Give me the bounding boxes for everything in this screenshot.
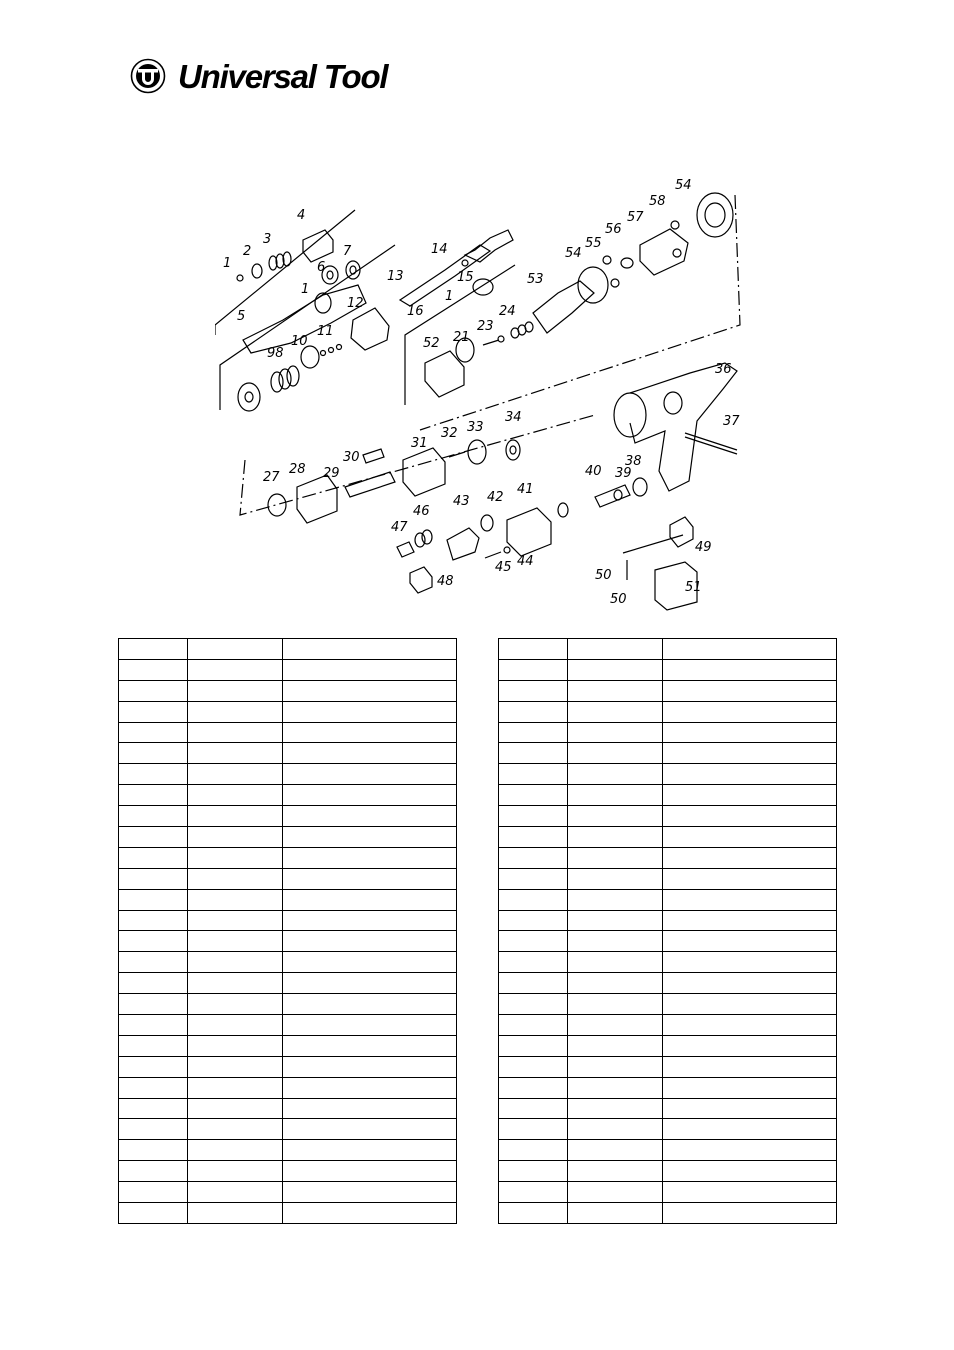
table-cell	[283, 1161, 457, 1182]
table-cell	[188, 1077, 283, 1098]
part-label: 31	[411, 436, 428, 451]
table-cell	[188, 868, 283, 889]
table-row	[499, 994, 837, 1015]
table-row	[119, 952, 457, 973]
part-label: 5	[237, 309, 246, 324]
table-cell	[119, 1203, 188, 1224]
table-row	[119, 701, 457, 722]
table-cell	[499, 827, 568, 848]
table-cell	[188, 847, 283, 868]
part-label: 51	[685, 580, 702, 595]
table-cell	[499, 701, 568, 722]
table-cell	[188, 785, 283, 806]
table-cell	[663, 1098, 837, 1119]
table-row	[119, 910, 457, 931]
table-row	[119, 1161, 457, 1182]
table-cell	[283, 680, 457, 701]
table-cell	[568, 785, 663, 806]
part-label: 52	[423, 336, 440, 351]
part-label: 28	[289, 462, 306, 477]
table-row	[499, 1161, 837, 1182]
part-label: 34	[505, 410, 522, 425]
table-row	[119, 973, 457, 994]
table-row	[119, 1015, 457, 1036]
table-cell	[663, 889, 837, 910]
table-row	[499, 910, 837, 931]
table-cell	[119, 764, 188, 785]
table-cell	[188, 1119, 283, 1140]
table-cell	[119, 743, 188, 764]
table-cell	[499, 1203, 568, 1224]
part-label: 1	[445, 289, 454, 304]
table-cell	[119, 827, 188, 848]
part-label: 21	[453, 330, 470, 345]
table-cell	[188, 722, 283, 743]
part-label: 12	[347, 296, 364, 311]
table-header-row	[499, 639, 837, 660]
brand-name: Universal Tool	[178, 57, 388, 95]
table-cell	[119, 847, 188, 868]
table-cell	[663, 1140, 837, 1161]
table-cell	[499, 889, 568, 910]
table-row	[499, 931, 837, 952]
table-row	[499, 847, 837, 868]
table-cell	[283, 994, 457, 1015]
table-cell	[283, 973, 457, 994]
table-cell	[568, 910, 663, 931]
table-cell	[119, 785, 188, 806]
header-cell	[283, 639, 457, 660]
part-label: 49	[695, 540, 712, 555]
table-cell	[499, 910, 568, 931]
part-label: 39	[615, 466, 632, 481]
part-label: 1	[223, 256, 232, 271]
table-cell	[283, 722, 457, 743]
part-label: 27	[263, 470, 280, 485]
table-cell	[663, 764, 837, 785]
table-cell	[283, 785, 457, 806]
table-cell	[119, 952, 188, 973]
table-row	[119, 659, 457, 680]
table-cell	[283, 1056, 457, 1077]
header-cell	[119, 639, 188, 660]
part-label: 30	[343, 450, 360, 465]
table-row	[119, 785, 457, 806]
table-cell	[568, 868, 663, 889]
table-cell	[663, 1056, 837, 1077]
table-row	[119, 806, 457, 827]
table-cell	[568, 994, 663, 1015]
part-label: 44	[517, 554, 534, 569]
header-cell	[188, 639, 283, 660]
table-cell	[188, 827, 283, 848]
table-cell	[663, 994, 837, 1015]
table-cell	[663, 659, 837, 680]
table-cell	[119, 680, 188, 701]
table-cell	[663, 743, 837, 764]
table-cell	[188, 743, 283, 764]
table-cell	[568, 1098, 663, 1119]
table-cell	[188, 1182, 283, 1203]
table-cell	[499, 764, 568, 785]
table-cell	[568, 659, 663, 680]
table-row	[119, 1077, 457, 1098]
table-cell	[119, 910, 188, 931]
part-label: 48	[437, 574, 454, 589]
table-cell	[499, 1098, 568, 1119]
table-row	[119, 1182, 457, 1203]
part-label: 16	[407, 304, 424, 319]
table-row	[119, 827, 457, 848]
table-row	[119, 1035, 457, 1056]
table-row	[119, 1119, 457, 1140]
table-cell	[119, 973, 188, 994]
table-cell	[568, 764, 663, 785]
part-label: 1	[301, 282, 310, 297]
table-cell	[283, 701, 457, 722]
table-cell	[499, 973, 568, 994]
part-label: 56	[605, 222, 622, 237]
table-cell	[119, 806, 188, 827]
table-cell	[499, 847, 568, 868]
table-cell	[499, 659, 568, 680]
table-cell	[568, 1035, 663, 1056]
table-row	[119, 743, 457, 764]
table-cell	[568, 1015, 663, 1036]
table-cell	[568, 973, 663, 994]
table-cell	[119, 931, 188, 952]
table-cell	[119, 1098, 188, 1119]
parts-table-right	[498, 638, 837, 1224]
part-label: 36	[715, 362, 732, 377]
table-cell	[499, 722, 568, 743]
table-row	[499, 806, 837, 827]
table-cell	[283, 847, 457, 868]
table-cell	[568, 889, 663, 910]
table-row	[499, 1203, 837, 1224]
part-label: 57	[627, 210, 644, 225]
table-row	[119, 847, 457, 868]
table-cell	[188, 680, 283, 701]
table-cell	[568, 1119, 663, 1140]
table-cell	[499, 1140, 568, 1161]
table-cell	[188, 889, 283, 910]
table-row	[499, 827, 837, 848]
part-label: 6	[317, 260, 326, 275]
part-label: 38	[625, 454, 642, 469]
table-row	[499, 1182, 837, 1203]
brand-logo	[130, 58, 387, 94]
table-cell	[499, 1056, 568, 1077]
part-label: 47	[391, 520, 408, 535]
table-cell	[663, 1203, 837, 1224]
table-cell	[188, 1140, 283, 1161]
table-cell	[283, 743, 457, 764]
part-label: 3	[263, 232, 272, 247]
table-cell	[663, 806, 837, 827]
table-cell	[663, 680, 837, 701]
table-cell	[499, 680, 568, 701]
table-cell	[663, 1161, 837, 1182]
table-cell	[188, 973, 283, 994]
table-cell	[188, 1203, 283, 1224]
table-cell	[283, 889, 457, 910]
part-label: 10	[291, 334, 308, 349]
table-cell	[568, 743, 663, 764]
table-cell	[119, 659, 188, 680]
table-row	[119, 680, 457, 701]
table-cell	[119, 1182, 188, 1203]
table-row	[119, 764, 457, 785]
table-cell	[663, 827, 837, 848]
part-label: 50	[595, 568, 612, 583]
table-row	[499, 1035, 837, 1056]
table-cell	[188, 806, 283, 827]
table-cell	[283, 910, 457, 931]
part-label: 41	[517, 482, 534, 497]
table-row	[499, 1140, 837, 1161]
part-label: 2	[243, 244, 252, 259]
table-cell	[568, 722, 663, 743]
table-cell	[283, 659, 457, 680]
table-cell	[663, 1015, 837, 1036]
table-row	[119, 1140, 457, 1161]
table-cell	[188, 1056, 283, 1077]
table-row	[499, 659, 837, 680]
table-cell	[188, 994, 283, 1015]
table-cell	[283, 1015, 457, 1036]
table-cell	[283, 1140, 457, 1161]
table-cell	[283, 1098, 457, 1119]
table-cell	[663, 1182, 837, 1203]
table-cell	[499, 994, 568, 1015]
table-cell	[499, 1161, 568, 1182]
table-row	[499, 1056, 837, 1077]
header-cell	[663, 639, 837, 660]
table-cell	[663, 722, 837, 743]
part-label: 46	[413, 504, 430, 519]
table-cell	[188, 1161, 283, 1182]
table-cell	[568, 847, 663, 868]
table-cell	[568, 1077, 663, 1098]
table-cell	[283, 1119, 457, 1140]
table-cell	[119, 994, 188, 1015]
part-label: 58	[649, 194, 666, 209]
table-cell	[499, 743, 568, 764]
table-cell	[499, 785, 568, 806]
part-label: 40	[585, 464, 602, 479]
table-cell	[663, 785, 837, 806]
header-cell	[568, 639, 663, 660]
table-cell	[499, 1077, 568, 1098]
table-row	[499, 1098, 837, 1119]
table-cell	[568, 827, 663, 848]
part-label: 24	[499, 304, 516, 319]
table-cell	[568, 1056, 663, 1077]
table-cell	[499, 1119, 568, 1140]
table-row	[499, 889, 837, 910]
table-row	[499, 1077, 837, 1098]
table-row	[499, 868, 837, 889]
part-label: 54	[565, 246, 582, 261]
table-cell	[119, 1077, 188, 1098]
table-cell	[499, 806, 568, 827]
table-cell	[663, 847, 837, 868]
u-circle-logo-icon	[130, 58, 166, 94]
table-cell	[188, 910, 283, 931]
table-row	[499, 722, 837, 743]
part-label: 98	[267, 346, 284, 361]
table-cell	[663, 931, 837, 952]
part-label: 7	[343, 244, 352, 259]
table-cell	[283, 952, 457, 973]
table-row	[119, 868, 457, 889]
table-row	[119, 889, 457, 910]
table-cell	[119, 868, 188, 889]
table-row	[499, 973, 837, 994]
part-label: 23	[477, 319, 494, 334]
part-label: 55	[585, 236, 602, 251]
table-cell	[499, 1182, 568, 1203]
part-label: 37	[723, 414, 740, 429]
table-row	[499, 952, 837, 973]
part-label: 11	[317, 324, 334, 339]
table-row	[499, 743, 837, 764]
table-cell	[188, 952, 283, 973]
parts-table-left	[118, 638, 457, 1224]
table-cell	[283, 1203, 457, 1224]
part-label: 50	[610, 592, 627, 607]
table-cell	[663, 910, 837, 931]
table-cell	[188, 1098, 283, 1119]
table-cell	[568, 806, 663, 827]
table-cell	[499, 952, 568, 973]
table-row	[119, 1203, 457, 1224]
table-row	[119, 1056, 457, 1077]
table-cell	[663, 868, 837, 889]
table-cell	[499, 931, 568, 952]
table-cell	[663, 701, 837, 722]
table-cell	[188, 764, 283, 785]
table-cell	[568, 1203, 663, 1224]
part-label: 54	[675, 178, 692, 193]
table-cell	[568, 1182, 663, 1203]
part-label: 15	[457, 270, 474, 285]
table-cell	[499, 868, 568, 889]
table-cell	[188, 1035, 283, 1056]
table-cell	[663, 1035, 837, 1056]
part-label: 4	[297, 208, 306, 223]
table-cell	[119, 1035, 188, 1056]
table-cell	[283, 1182, 457, 1203]
table-cell	[188, 1015, 283, 1036]
table-cell	[283, 868, 457, 889]
table-cell	[188, 931, 283, 952]
part-label: 14	[431, 242, 448, 257]
part-label: 32	[441, 426, 458, 441]
table-row	[499, 680, 837, 701]
table-cell	[283, 764, 457, 785]
table-cell	[568, 680, 663, 701]
table-cell	[119, 1161, 188, 1182]
part-label: 42	[487, 490, 504, 505]
part-label: 33	[467, 420, 484, 435]
table-cell	[663, 952, 837, 973]
table-row	[119, 1098, 457, 1119]
table-row	[499, 764, 837, 785]
table-cell	[568, 701, 663, 722]
table-row	[499, 785, 837, 806]
table-cell	[119, 722, 188, 743]
table-row	[119, 994, 457, 1015]
table-cell	[568, 1161, 663, 1182]
table-cell	[283, 1035, 457, 1056]
table-cell	[119, 1119, 188, 1140]
part-label: 53	[527, 272, 544, 287]
table-cell	[568, 1140, 663, 1161]
table-cell	[663, 973, 837, 994]
table-cell	[119, 1015, 188, 1036]
table-cell	[188, 659, 283, 680]
table-cell	[119, 701, 188, 722]
table-cell	[283, 827, 457, 848]
part-label: 43	[453, 494, 470, 509]
table-cell	[499, 1035, 568, 1056]
diagram-labels	[223, 178, 740, 607]
table-cell	[283, 806, 457, 827]
header-cell	[499, 639, 568, 660]
table-cell	[663, 1077, 837, 1098]
table-cell	[188, 701, 283, 722]
table-row	[499, 701, 837, 722]
part-label: 45	[495, 560, 512, 575]
table-cell	[119, 889, 188, 910]
exploded-parts-diagram	[215, 175, 755, 615]
table-cell	[119, 1056, 188, 1077]
table-row	[499, 1119, 837, 1140]
table-cell	[283, 1077, 457, 1098]
part-label: 13	[387, 269, 404, 284]
table-header-row	[119, 639, 457, 660]
table-cell	[568, 952, 663, 973]
table-cell	[499, 1015, 568, 1036]
table-row	[119, 931, 457, 952]
table-cell	[663, 1119, 837, 1140]
table-cell	[283, 931, 457, 952]
table-row	[119, 722, 457, 743]
part-label: 29	[323, 466, 340, 481]
table-cell	[568, 931, 663, 952]
table-cell	[119, 1140, 188, 1161]
table-row	[499, 1015, 837, 1036]
